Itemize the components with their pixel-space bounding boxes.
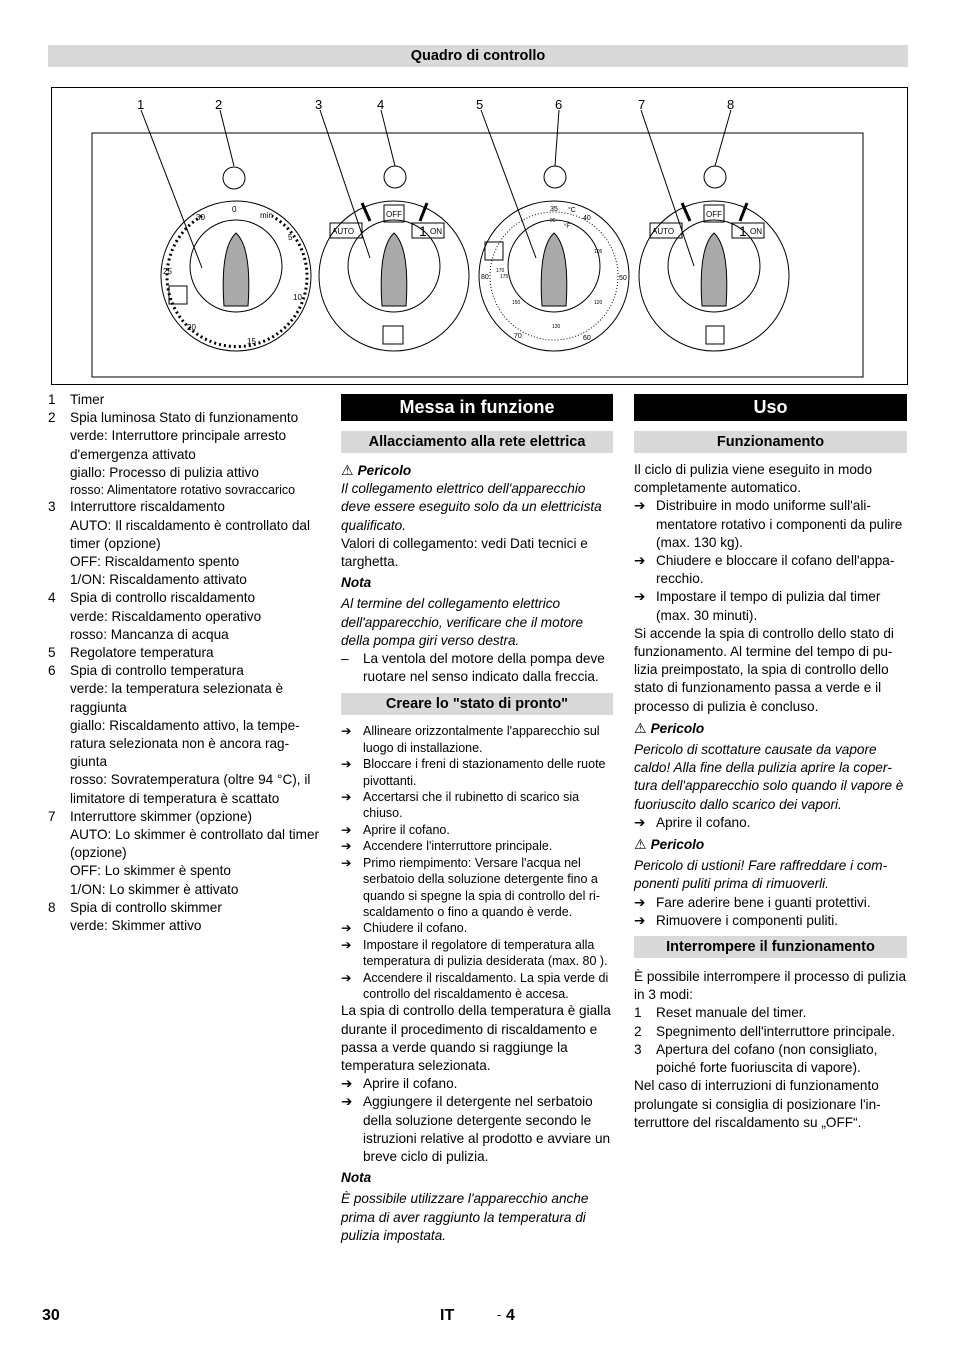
thermo-f-105: 105 xyxy=(594,249,603,255)
list-number: 3 xyxy=(634,1041,642,1057)
language-code: IT xyxy=(440,1307,455,1324)
paragraph: Pericolo di ustioni! Fare raffreddare i componenti puliti prima di rimuoverli. xyxy=(634,858,888,892)
callout-4: 4 xyxy=(377,97,385,112)
thermo-tick-50: 50 xyxy=(619,275,627,282)
section-title: Quadro di controllo xyxy=(48,45,908,67)
arrow-icon: ➔ xyxy=(634,814,646,830)
callout-2: 2 xyxy=(215,97,223,112)
skim-auto-label: AUTO xyxy=(652,227,675,236)
list-item-text: Allineare orizzontalmente l'apparecchio sul luogo di installazione. xyxy=(363,724,600,755)
thermo-f-130: 130 xyxy=(552,324,561,330)
legend-subitem: 1/ON: Lo skimmer è attivato xyxy=(70,881,239,897)
subsection-funzionamento: Funzionamento xyxy=(634,431,907,453)
legend-subitem: verde: Skimmer attivo xyxy=(70,918,202,934)
paragraph: È possibile interrompere il processo di pulizia in 3 modi: xyxy=(634,969,907,1003)
list-item: ➔ Aprire il cofano. xyxy=(634,814,907,832)
control-panel-diagram xyxy=(52,88,907,384)
legend-subitem: OFF: Riscaldamento spento xyxy=(70,554,240,570)
legend-number: 3 xyxy=(48,499,56,515)
list-item xyxy=(634,552,907,588)
arrow-icon: ➔ xyxy=(341,757,352,772)
warning-label: ⚠ Pericolo xyxy=(634,719,705,736)
callout-8: 8 xyxy=(727,97,735,112)
heating-lamp xyxy=(384,166,406,188)
callout-3: 3 xyxy=(315,97,323,112)
timer-tick-20: 20 xyxy=(187,323,196,332)
heater-icon xyxy=(383,326,403,344)
timer-icon xyxy=(169,286,187,304)
list-item xyxy=(634,912,907,930)
list-item-text: Impostare il tempo di pulizia dal timer (max. 30 minuti). xyxy=(656,589,881,623)
list-item xyxy=(634,894,907,912)
list-item xyxy=(341,838,613,854)
skim-off-label: OFF xyxy=(706,210,722,219)
list-item xyxy=(634,497,907,552)
callout-6: 6 xyxy=(555,97,563,112)
thermo-f-120: 120 xyxy=(594,300,603,306)
legend-number: 4 xyxy=(48,590,56,606)
subsection-allacciamento: Allacciamento alla rete elettrica xyxy=(341,431,613,453)
thermo-f-150: 150 xyxy=(512,300,521,306)
list-item xyxy=(634,1041,907,1077)
legend-item xyxy=(48,662,320,680)
timer-tick-min: min xyxy=(260,211,273,220)
page-number: 30 xyxy=(42,1307,60,1324)
skim-one-label: 1 xyxy=(739,223,747,239)
list-item xyxy=(341,756,613,789)
legend-subitem: verde: la temperatura selezionata è raggiunta xyxy=(70,681,284,715)
legend-subitem: AUTO: Lo skimmer è controllato dal timer (opzione) xyxy=(70,827,320,861)
list-item-text: Spegnimento dell'interruttore principale. xyxy=(656,1023,896,1039)
list-item: – La ventola del motore della pompa deve ruotare nel senso indicato dalla freccia. xyxy=(341,651,605,685)
legend-text: Interruttore riscaldamento xyxy=(70,499,225,515)
legend-number: 1 xyxy=(48,392,56,407)
messa-column xyxy=(341,431,613,1245)
legend-item xyxy=(48,409,320,427)
list-item xyxy=(634,1004,907,1022)
temperature-lamp xyxy=(544,166,566,188)
uso-column xyxy=(634,431,907,1132)
legend-number: 5 xyxy=(48,645,56,661)
arrow-icon: ➔ xyxy=(341,1076,353,1092)
legend-text: Spia di controllo riscaldamento xyxy=(70,590,256,606)
heat-one-label: 1 xyxy=(419,223,427,239)
numbered-list xyxy=(634,1004,907,1077)
timer-tick-30: 30 xyxy=(196,213,205,222)
legend-item xyxy=(48,391,320,409)
legend-subitem: giallo: Riscaldamento attivo, la temperatura selezionata non è ancora raggiunta xyxy=(70,717,300,770)
dash-icon: – xyxy=(341,651,349,667)
legend-subitem: OFF: Lo skimmer è spento xyxy=(70,863,231,879)
legend-text: Timer xyxy=(70,392,105,407)
warning-icon: ⚠ xyxy=(634,836,647,853)
list-item-text: Rimuovere i componenti puliti. xyxy=(656,912,839,928)
page-separator: - xyxy=(497,1307,502,1322)
list-item xyxy=(634,588,907,624)
legend-item xyxy=(48,498,320,516)
timer-tick-0: 0 xyxy=(232,205,237,214)
arrow-icon: ➔ xyxy=(341,1094,353,1110)
timer-tick-5: 5 xyxy=(288,233,293,242)
legend-subitem: rosso: Alimentatore rotativo sovraccarico xyxy=(70,483,296,498)
panel-outline xyxy=(92,133,863,377)
arrow-icon: ➔ xyxy=(341,937,352,952)
legend-text: Spia di controllo skimmer xyxy=(70,899,222,915)
arrow-icon: ➔ xyxy=(341,970,352,985)
paragraph: Al termine del collegamento elettrico dell'apparecchio, verificare che il motore della pompa giri verso destra. xyxy=(341,596,584,648)
skimmer-lamp xyxy=(704,166,726,188)
legend-item xyxy=(48,589,320,607)
arrow-icon: ➔ xyxy=(341,724,352,739)
thermo-f-95: 95 xyxy=(550,218,556,224)
paragraph: Nel caso di interruzioni di funzionamento prolungate si consiglia di posizionare l'interruttore del riscaldamento su „OFF“. xyxy=(634,1078,881,1130)
thermo-f-175: 175 xyxy=(500,274,509,280)
section-page: 4 xyxy=(506,1307,515,1324)
steps-list xyxy=(341,723,613,1002)
warning-icon: ⚠ xyxy=(341,462,354,478)
subsection-stato-pronto: Creare lo "stato di pronto" xyxy=(341,693,613,715)
warning-label: ⚠ Pericolo xyxy=(634,836,705,853)
arrow-icon: ➔ xyxy=(341,790,352,805)
arrow-icon: ➔ xyxy=(341,822,352,837)
paragraph: Il ciclo di pulizia viene eseguito in modo completamente automatico. xyxy=(634,462,873,496)
list-item xyxy=(341,920,613,936)
paragraph: Valori di collegamento: vedi Dati tecnici e targhetta. xyxy=(341,535,588,570)
legend-number: 7 xyxy=(48,808,56,824)
legend-text: Spia luminosa Stato di funzionamento xyxy=(70,410,299,426)
list-item-text: Accendere il riscaldamento. La spia verde di controllo del riscaldamento è accesa. xyxy=(363,970,609,1001)
list-item-text: Chiudere il cofano. xyxy=(363,921,468,936)
list-number: 2 xyxy=(634,1023,642,1039)
legend-text: Interruttore skimmer (opzione) xyxy=(70,808,253,824)
paragraph: Pericolo di scottature causate da vapore caldo! Alla fine della pulizia aprire la copertura dell'apparecchio solo quando il vapore è fuoriuscito dallo scarico dei vapori. xyxy=(634,742,904,812)
warning-icon: ⚠ xyxy=(634,719,647,736)
steps-list xyxy=(634,894,907,930)
arrow-icon: ➔ xyxy=(341,921,352,936)
note-label: Nota xyxy=(341,1170,372,1186)
callout-1: 1 xyxy=(137,97,145,112)
timer-tick-15: 15 xyxy=(247,337,256,346)
arrow-icon: ➔ xyxy=(634,589,646,605)
list-item-text: Accendere l'interruttore principale. xyxy=(363,839,553,854)
skim-on-label: ON xyxy=(750,227,762,236)
thermo-tick-80: 80 xyxy=(481,274,489,281)
list-item-text: Accertarsi che il rubinetto di scarico sia chiuso. xyxy=(363,790,580,821)
arrow-icon: ➔ xyxy=(341,855,352,870)
list-item-text: Bloccare i freni di stazionamento delle ruote pivottanti. xyxy=(363,757,606,788)
legend-text: Regolatore temperatura xyxy=(70,645,214,661)
callout-7: 7 xyxy=(638,97,646,112)
paragraph: È possibile utilizzare l'apparecchio anche prima di aver raggiunto la temperatura di pulizia impostata. xyxy=(341,1191,589,1243)
legend-number: 2 xyxy=(48,410,56,426)
legend-subitem: verde: Riscaldamento operativo xyxy=(70,608,262,624)
list-item xyxy=(341,1075,613,1093)
control-panel-figure xyxy=(51,87,908,385)
uso-title: Uso xyxy=(634,394,907,421)
thermometer-icon xyxy=(485,242,503,260)
paragraph: La spia di controllo della temperatura è gialla durante il procedimento di riscaldamento e passa a verde quando si raggiunge la temperatura selezionata. xyxy=(341,1003,611,1073)
thermo-tick-60: 60 xyxy=(583,335,591,342)
list-item xyxy=(341,1093,613,1166)
list-number: 1 xyxy=(634,1005,642,1021)
list-item xyxy=(341,937,613,970)
list-item xyxy=(634,1023,907,1041)
steps-list xyxy=(634,497,907,624)
legend-number: 8 xyxy=(48,899,56,915)
legend-item xyxy=(48,644,320,662)
legend-column xyxy=(48,391,320,935)
legend-number: 6 xyxy=(48,663,56,679)
paragraph: Il collegamento elettrico dell'apparecchio deve essere eseguito solo da un elettricista qualificato. xyxy=(341,481,602,533)
list-item-text: Apertura del cofano (non consigliato, poiché forte fuoriuscita di vapore). xyxy=(656,1041,878,1076)
legend-text: Spia di controllo temperatura xyxy=(70,663,244,679)
paragraph: Si accende la spia di controllo dello stato di funzionamento. Al termine del tempo di pulizia preimpostato, la spia di controllo dello stato di funzionamento passa a verde e il processo di pulizia è concluso. xyxy=(634,625,894,714)
arrow-icon: ➔ xyxy=(634,894,646,910)
list-item-text: Fare aderire bene i guanti protettivi. xyxy=(656,894,871,910)
list-item xyxy=(341,723,613,756)
warning-label: ⚠ Pericolo xyxy=(341,462,412,478)
list-item xyxy=(341,970,613,1003)
legend-subitem: 1/ON: Riscaldamento attivato xyxy=(70,572,247,588)
legend-list xyxy=(48,391,320,935)
subsection-interrompere: Interrompere il funzionamento xyxy=(634,936,907,958)
legend-subitem: AUTO: Il riscaldamento è controllato dal timer (opzione) xyxy=(70,517,311,551)
list-item-text: Aprire il cofano. xyxy=(363,822,450,837)
list-item xyxy=(341,789,613,822)
list-item xyxy=(341,822,613,838)
heat-auto-label: AUTO xyxy=(332,227,355,236)
thermo-f-170: 170 xyxy=(496,268,505,274)
legend-subitem: giallo: Processo di pulizia attivo xyxy=(70,464,259,480)
arrow-icon: ➔ xyxy=(634,553,646,569)
list-item-text: Aprire il cofano. xyxy=(363,1076,458,1092)
legend-subitem: verde: Interruttore principale arresto d'emergenza attivato xyxy=(70,428,287,462)
thermo-tick-40: 40 xyxy=(583,215,591,222)
thermo-unit-c: °C xyxy=(568,207,576,214)
timer-tick-25: 25 xyxy=(163,267,172,276)
status-lamp xyxy=(223,167,245,189)
list-item-text: Impostare il regolatore di temperatura alla temperatura di pulizia desiderata (max. 80 ). xyxy=(363,937,608,969)
heat-off-label: OFF xyxy=(386,210,402,219)
legend-subitem: rosso: Sovratemperatura (oltre 94 °C), il limitatore di temperatura è scattato xyxy=(70,772,311,806)
arrow-icon: ➔ xyxy=(634,498,646,514)
list-item-text: Chiudere e bloccare il cofano dell'apparecchio. xyxy=(656,553,895,587)
callout-5: 5 xyxy=(476,97,484,112)
thermo-unit-f: °F xyxy=(564,224,571,230)
thermo-tick-70: 70 xyxy=(514,333,522,340)
list-item xyxy=(341,855,613,921)
arrow-icon: ➔ xyxy=(341,839,352,854)
note-label: Nota xyxy=(341,575,372,591)
timer-tick-10: 10 xyxy=(293,293,302,302)
messa-title: Messa in funzione xyxy=(341,394,613,421)
heat-on-label: ON xyxy=(430,227,442,236)
legend-item xyxy=(48,899,320,917)
legend-item xyxy=(48,808,320,826)
list-item-text: Distribuire in modo uniforme sull'alimentatore rotativo i componenti da pulire (max. 130 kg). xyxy=(656,498,903,550)
steps-list xyxy=(341,1075,613,1166)
legend-subitem: rosso: Mancanza di acqua xyxy=(70,626,229,642)
thermo-tick-35: 35 xyxy=(550,206,558,213)
skimmer-icon xyxy=(706,326,724,344)
list-item-text: Primo riempimento: Versare l'acqua nel serbatoio della soluzione detergente fino a quando si spegne la spia di controllo del riscaldamento o fino a quando è verde. xyxy=(363,855,600,919)
arrow-icon: ➔ xyxy=(634,912,646,928)
list-item-text: Aggiungere il detergente nel serbatoio della soluzione detergente secondo le istruzioni relative al prodotto e avviare un breve ciclo di pulizia. xyxy=(363,1094,611,1164)
list-item-text: Reset manuale del timer. xyxy=(656,1005,807,1021)
